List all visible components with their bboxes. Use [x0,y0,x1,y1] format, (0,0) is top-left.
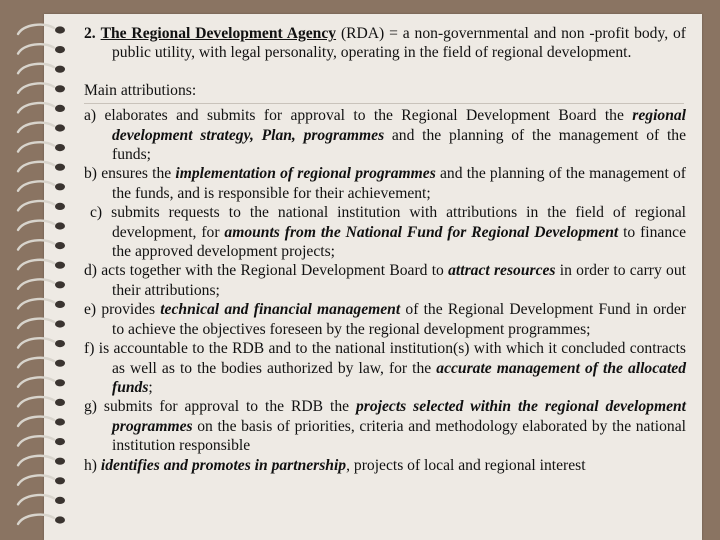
binding-hole [55,124,65,131]
list-item-text: on the basis of priorities, criteria and methodology elaborated by the national institution responsible [112,417,686,455]
spiral-ring [18,181,54,190]
emphasized-text: identifies and promotes in partnership [100,456,347,474]
binding-hole [55,203,65,210]
binding-hole [55,105,65,112]
binding-hole [55,144,65,151]
list-item-text: acts together with the Regional Development Board to [101,262,449,280]
list-item-label: e) [84,301,102,319]
binding-hole [55,516,65,523]
binding-hole [55,340,65,347]
list-item [84,164,686,203]
agency-description: = a non-governmental and non -profit body, of public utility, with legal personality, operating in the field of regional development. [112,25,686,62]
binding-hole [55,262,65,269]
divider [84,103,684,104]
binding-hole [55,438,65,445]
agency-name: The Regional Development Agency [100,25,337,42]
spiral-ring [18,260,54,269]
spiral-binding-icon [14,20,74,530]
attributions-list [84,106,686,475]
spiral-ring [18,475,54,484]
slide-content [84,24,686,475]
spiral-ring [18,25,54,34]
list-item [84,300,686,339]
list-item-text: provides [101,301,161,319]
binding-hole [55,164,65,171]
binding-hole [55,66,65,73]
list-item-label: c) [90,204,112,222]
binding-hole [55,458,65,465]
emphasized-text: technical and financial management [160,301,401,319]
list-item [84,456,686,475]
section-title: Main attributions: [84,81,197,99]
list-item-text: ; [148,378,153,396]
list-item-text: submits requests to the national institution with attributions in the field of regional development, for [111,204,686,241]
list-item-label: d) [84,262,102,280]
spiral-ring [18,44,54,53]
spiral-ring [18,299,54,308]
list-item-text: submits for approval to the RDB the [103,398,356,416]
list-item-label: g) [84,398,104,416]
binding-hole [55,222,65,229]
list-item-label: b) [84,165,102,183]
spiral-ring [18,83,54,92]
spiral-ring [18,201,54,210]
spiral-ring [18,319,54,328]
list-item [84,203,686,261]
heading-number: 2. [84,25,96,42]
binding-hole [55,242,65,249]
binding-hole [55,379,65,386]
emphasized-text: amounts from the National Fund for Regional Development [224,223,619,241]
list-item-text: ensures the [101,165,176,183]
binding-hole [55,46,65,53]
binding-hole [55,399,65,406]
spiral-ring [18,358,54,367]
list-item-text: of the Regional Development Fund in order to achieve the objectives foreseen by the regional development programmes; [112,301,687,338]
spiral-ring [18,142,54,151]
binding-hole [55,497,65,504]
agency-definition [84,24,686,63]
spiral-ring [18,417,54,426]
spiral-ring [18,397,54,406]
list-item-text: in order to carry out their attributions; [112,262,686,299]
list-item-text: and the planning of the management of the funds, and is responsible for their achievement; [112,165,686,202]
agency-abbrev: (RDA) [340,25,385,42]
list-item-text: , projects of local and regional interest [346,456,586,474]
binding-hole [55,418,65,425]
spiral-ring [18,515,54,524]
emphasized-text: regional development strategy, Plan, programmes [112,107,686,144]
list-item-label: h) [84,456,101,474]
emphasized-text: accurate management of the allocated funds [112,359,686,396]
spiral-ring [18,495,54,504]
list-item-text: elaborates and submits for approval to the Regional Development Board the [104,107,633,125]
binding-hole [55,360,65,367]
list-item [84,106,686,164]
spiral-ring [18,64,54,73]
spiral-ring [18,279,54,288]
spiral-ring [18,221,54,230]
list-item-text: is accountable to the RDB and to the national institution(s) with which it concluded contracts as well as to the bodies authorized by law, for the [98,340,687,377]
list-item [84,339,686,397]
spiral-ring [18,377,54,386]
binding-hole [55,320,65,327]
list-item-label: f) [84,340,99,358]
list-item [84,261,686,300]
binding-hole [55,301,65,308]
list-item-text: and the planning of the management of the funds; [112,126,686,164]
binding-hole [55,477,65,484]
binding-hole [55,183,65,190]
list-item-text: to finance the approved development projects; [112,223,686,261]
spiral-ring [18,103,54,112]
emphasized-text: projects selected within the regional development programmes [112,398,687,435]
spiral-ring [18,123,54,132]
spiral-ring [18,240,54,249]
binding-hole [55,26,65,33]
list-item-label: a) [84,107,105,125]
spiral-ring [18,436,54,445]
binding-hole [55,85,65,92]
binding-hole [55,281,65,288]
emphasized-text: attract resources [448,262,556,280]
list-item [84,397,686,455]
spiral-ring [18,456,54,465]
spiral-ring [18,162,54,171]
emphasized-text: implementation of regional programmes [175,165,436,183]
spiral-ring [18,338,54,347]
